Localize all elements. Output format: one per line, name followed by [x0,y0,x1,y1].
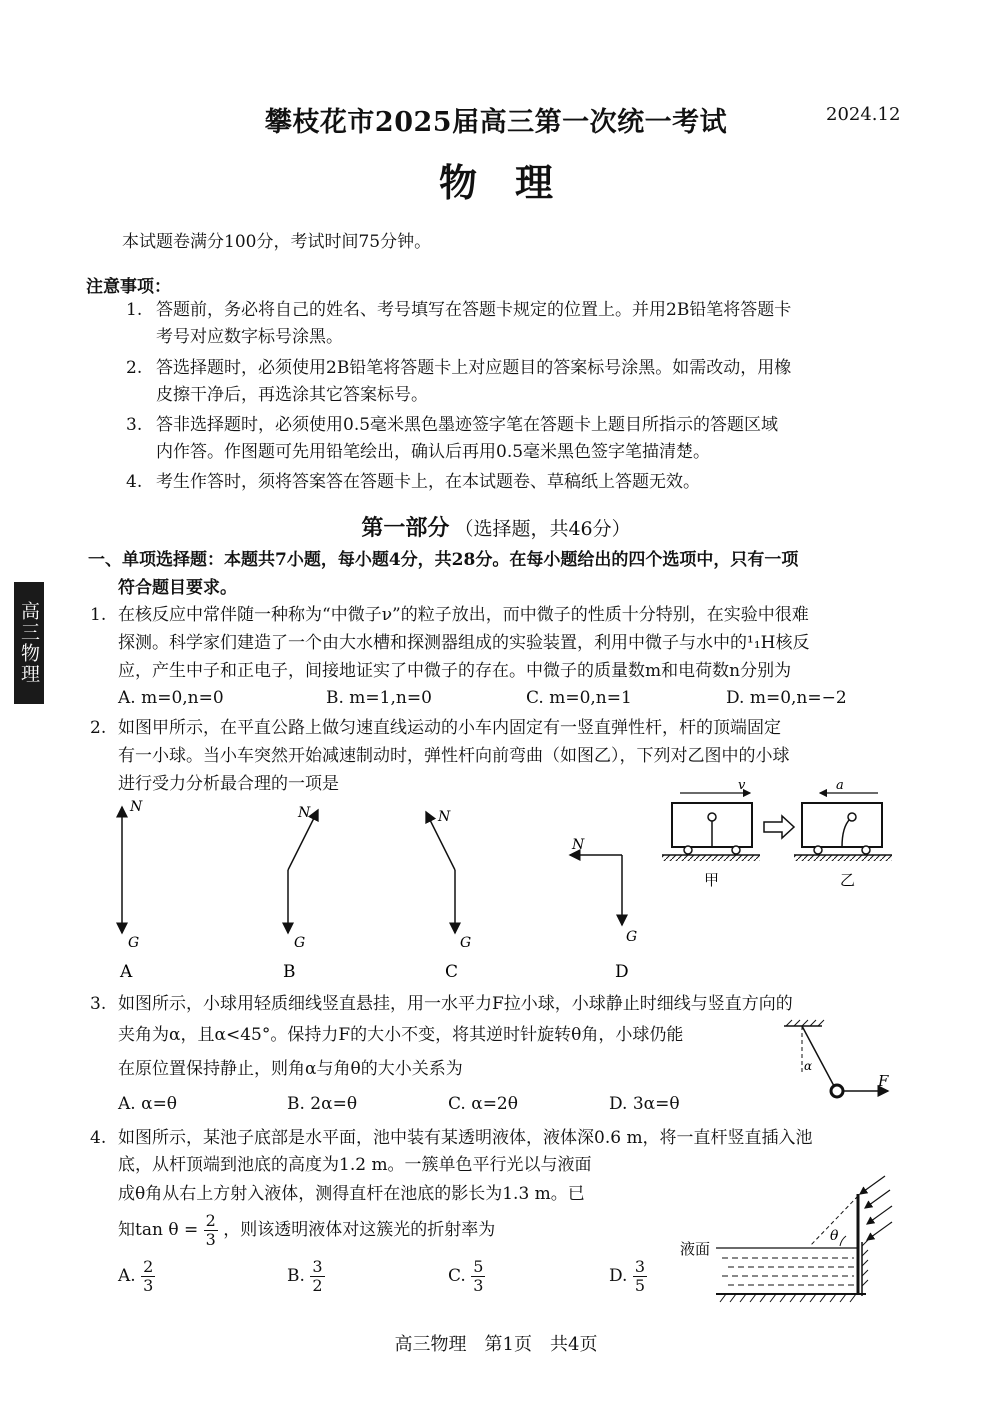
q4-option-a-label: A. [118,1266,136,1286]
q1-option-b: B. m=1,n=0 [326,688,432,708]
cart-left-label: 甲 [704,871,720,889]
q1-line-1: 在核反应中常伴随一种称为“中微子ν”的粒子放出，而中微子的性质十分特别，在实验中很难 [118,605,809,625]
q2-force-diagrams [100,795,660,985]
q4-option-c-label: C. [448,1266,466,1286]
q3-option-d: D. 3α=θ [609,1094,680,1114]
section1-line-2: 符合题目要求。 [118,578,237,598]
cart-right [794,778,892,889]
q2-line-1: 如图甲所示，在平直公路上做匀速直线运动的小车内固定有一竖直弹性杆，杆的顶端固定 [118,718,781,738]
subject-title: 物理 [438,160,591,205]
q3-f-label: F [878,1072,889,1090]
q3-pendulum-figure [780,1018,900,1110]
exam-title: 攀枝花市2025届高三第一次统一考试 [264,107,728,138]
q3-line-1: 如图所示，小球用轻质细线竖直悬挂，用一水平力F拉小球，小球静止时细线与竖直方向的 [118,994,793,1014]
q3-option-c: C. α=2θ [448,1094,518,1114]
q4-line-4-post: ，则该透明液体对这簇光的折射率为 [223,1220,496,1240]
q2-c-n-label: N [438,809,451,825]
q4-option-b-d: 2 [312,1276,323,1295]
note-4-num: 4. [126,472,143,492]
q4-option-d-d: 5 [634,1276,646,1295]
q3-alpha-label: α [804,1059,813,1073]
note-3-num: 3. [126,415,143,435]
q4-option-a-n: 2 [143,1257,154,1276]
q2-a-g-label: G [128,935,140,951]
q4-option-a-d: 3 [143,1276,154,1295]
q1-line-3: 应，产生中子和正电子，间接地证实了中微子的存在。中微子的质量数m和电荷数n分别为 [118,661,792,681]
q2-diagram-d [570,837,637,945]
q2-choice-d: D [615,962,629,982]
note-1-line-2: 考号对应数字标号涂黑。 [156,327,343,347]
q2-c-g-label: G [460,935,472,951]
q2-choice-c: C [445,962,459,982]
q4-option-b [287,1258,325,1295]
q2-diagram-b [288,805,318,951]
q2-b-n-label: N [298,805,311,821]
part-subtitle: （选择题，共46分） [454,518,631,540]
q2-diagram-c [426,809,471,951]
q1-option-c: C. m=0,n=1 [526,688,632,708]
note-4-line-1: 考生作答时，须将答案答在答题卡上，在本试题卷、草稿纸上答题无效。 [156,472,700,492]
cart-transition-arrow [764,816,794,838]
q4-option-b-label: B. [287,1266,305,1286]
q4-line-4 [118,1210,495,1250]
q4-line-2: 底，从杆顶端到池底的高度为1.2 m。一簇单色平行光以与液面 [118,1155,592,1175]
note-1-line-1: 答题前，务必将自己的姓名、考号填写在答题卡规定的位置上。并用2B铅笔将答题卡 [156,300,792,320]
cart-left-v: v [738,778,746,793]
q4-option-d-n: 3 [634,1257,646,1276]
section1-line-1: 一、单项选择题：本题共7小题，每小题4分，共28分。在每小题给出的四个选项中，只有一项 [88,550,799,570]
q4-option-c-n: 5 [473,1257,484,1276]
q2-number: 2. [90,718,107,738]
page-footer: 高三物理 第1页 共4页 [394,1334,598,1355]
notes-heading: 注意事项： [86,277,171,297]
q4-tan-fraction [204,1212,218,1249]
note-3-line-2: 内作答。作图题可先用铅笔绘出，确认后再用0.5毫米黑色签字笔描清楚。 [156,442,711,462]
note-3-line-1: 答非选择题时，必须使用0.5毫米黑色墨迹签字笔在答题卡上题目所指示的答题区域 [156,415,779,435]
q4-surface-label: 液面 [680,1240,711,1258]
note-2-num: 2. [126,358,143,378]
q2-cart-figure [660,775,900,890]
q4-option-d [609,1258,647,1295]
q3-line-2: 夹角为α，且α<45°。保持力F的大小不变，将其逆时针旋转θ角，小球仍能 [118,1025,684,1045]
note-1-num: 1. [126,300,143,320]
q1-option-d: D. m=0,n=−2 [726,688,847,708]
q3-number: 3. [90,994,107,1014]
q4-option-b-n: 3 [312,1257,323,1276]
q2-choice-b: B [283,962,296,982]
q4-number: 4. [90,1128,107,1148]
q4-line-4-pre: 知tan θ = [118,1220,199,1240]
q4-pool-figure [680,1172,895,1307]
note-2-line-2: 皮擦干净后，再选涂其它答案标号。 [156,385,428,405]
intro-text: 本试题卷满分100分，考试时间75分钟。 [122,232,432,252]
q4-line-3: 成θ角从右上方射入液体，测得直杆在池底的影长为1.3 m。已 [118,1184,585,1204]
part-title: 第一部分 [361,515,450,541]
q1-number: 1. [90,605,107,625]
exam-date: 2024.12 [826,104,901,125]
part-heading [0,511,992,542]
q2-line-3: 进行受力分析最合理的一项是 [118,774,339,794]
q2-d-n-label: N [572,837,585,853]
q1-option-a: A. m=0,n=0 [118,688,224,708]
q4-tan-numerator: 2 [205,1211,216,1230]
q4-option-a [118,1258,155,1295]
q4-line-1: 如图所示，某池子底部是水平面，池中装有某透明液体，液体深0.6 m，将一直杆竖直插入池 [118,1128,813,1148]
q4-option-d-label: D. [609,1266,628,1286]
q4-option-c-d: 3 [473,1276,484,1295]
q4-tan-denominator: 3 [205,1230,216,1249]
q2-diagram-a [122,799,143,951]
q3-option-b: B. 2α=θ [287,1094,358,1114]
side-tab: 高三物理 [14,582,44,704]
q2-a-n-label: N [130,799,143,815]
cart-left [662,778,760,889]
cart-right-label: 乙 [840,871,856,889]
q2-d-g-label: G [626,929,638,945]
cart-right-a: a [836,778,844,793]
q1-line-2: 探测。科学家们建造了一个由大水槽和探测器组成的实验装置，利用中微子与水中的¹₁H核反 [118,633,810,653]
q4-option-c [448,1258,485,1295]
note-2-line-1: 答选择题时，必须使用2B铅笔将答题卡上对应题目的答案标号涂黑。如需改动，用橡 [156,358,792,378]
q4-theta-label: θ [830,1228,839,1244]
q2-b-g-label: G [294,935,306,951]
q3-option-a: A. α=θ [118,1094,178,1114]
q3-line-3: 在原位置保持静止，则角α与角θ的大小关系为 [118,1059,463,1079]
q2-line-2: 有一小球。当小车突然开始减速制动时，弹性杆向前弯曲（如图乙），下列对乙图中的小球 [118,746,790,766]
q2-choice-a: A [120,962,133,982]
